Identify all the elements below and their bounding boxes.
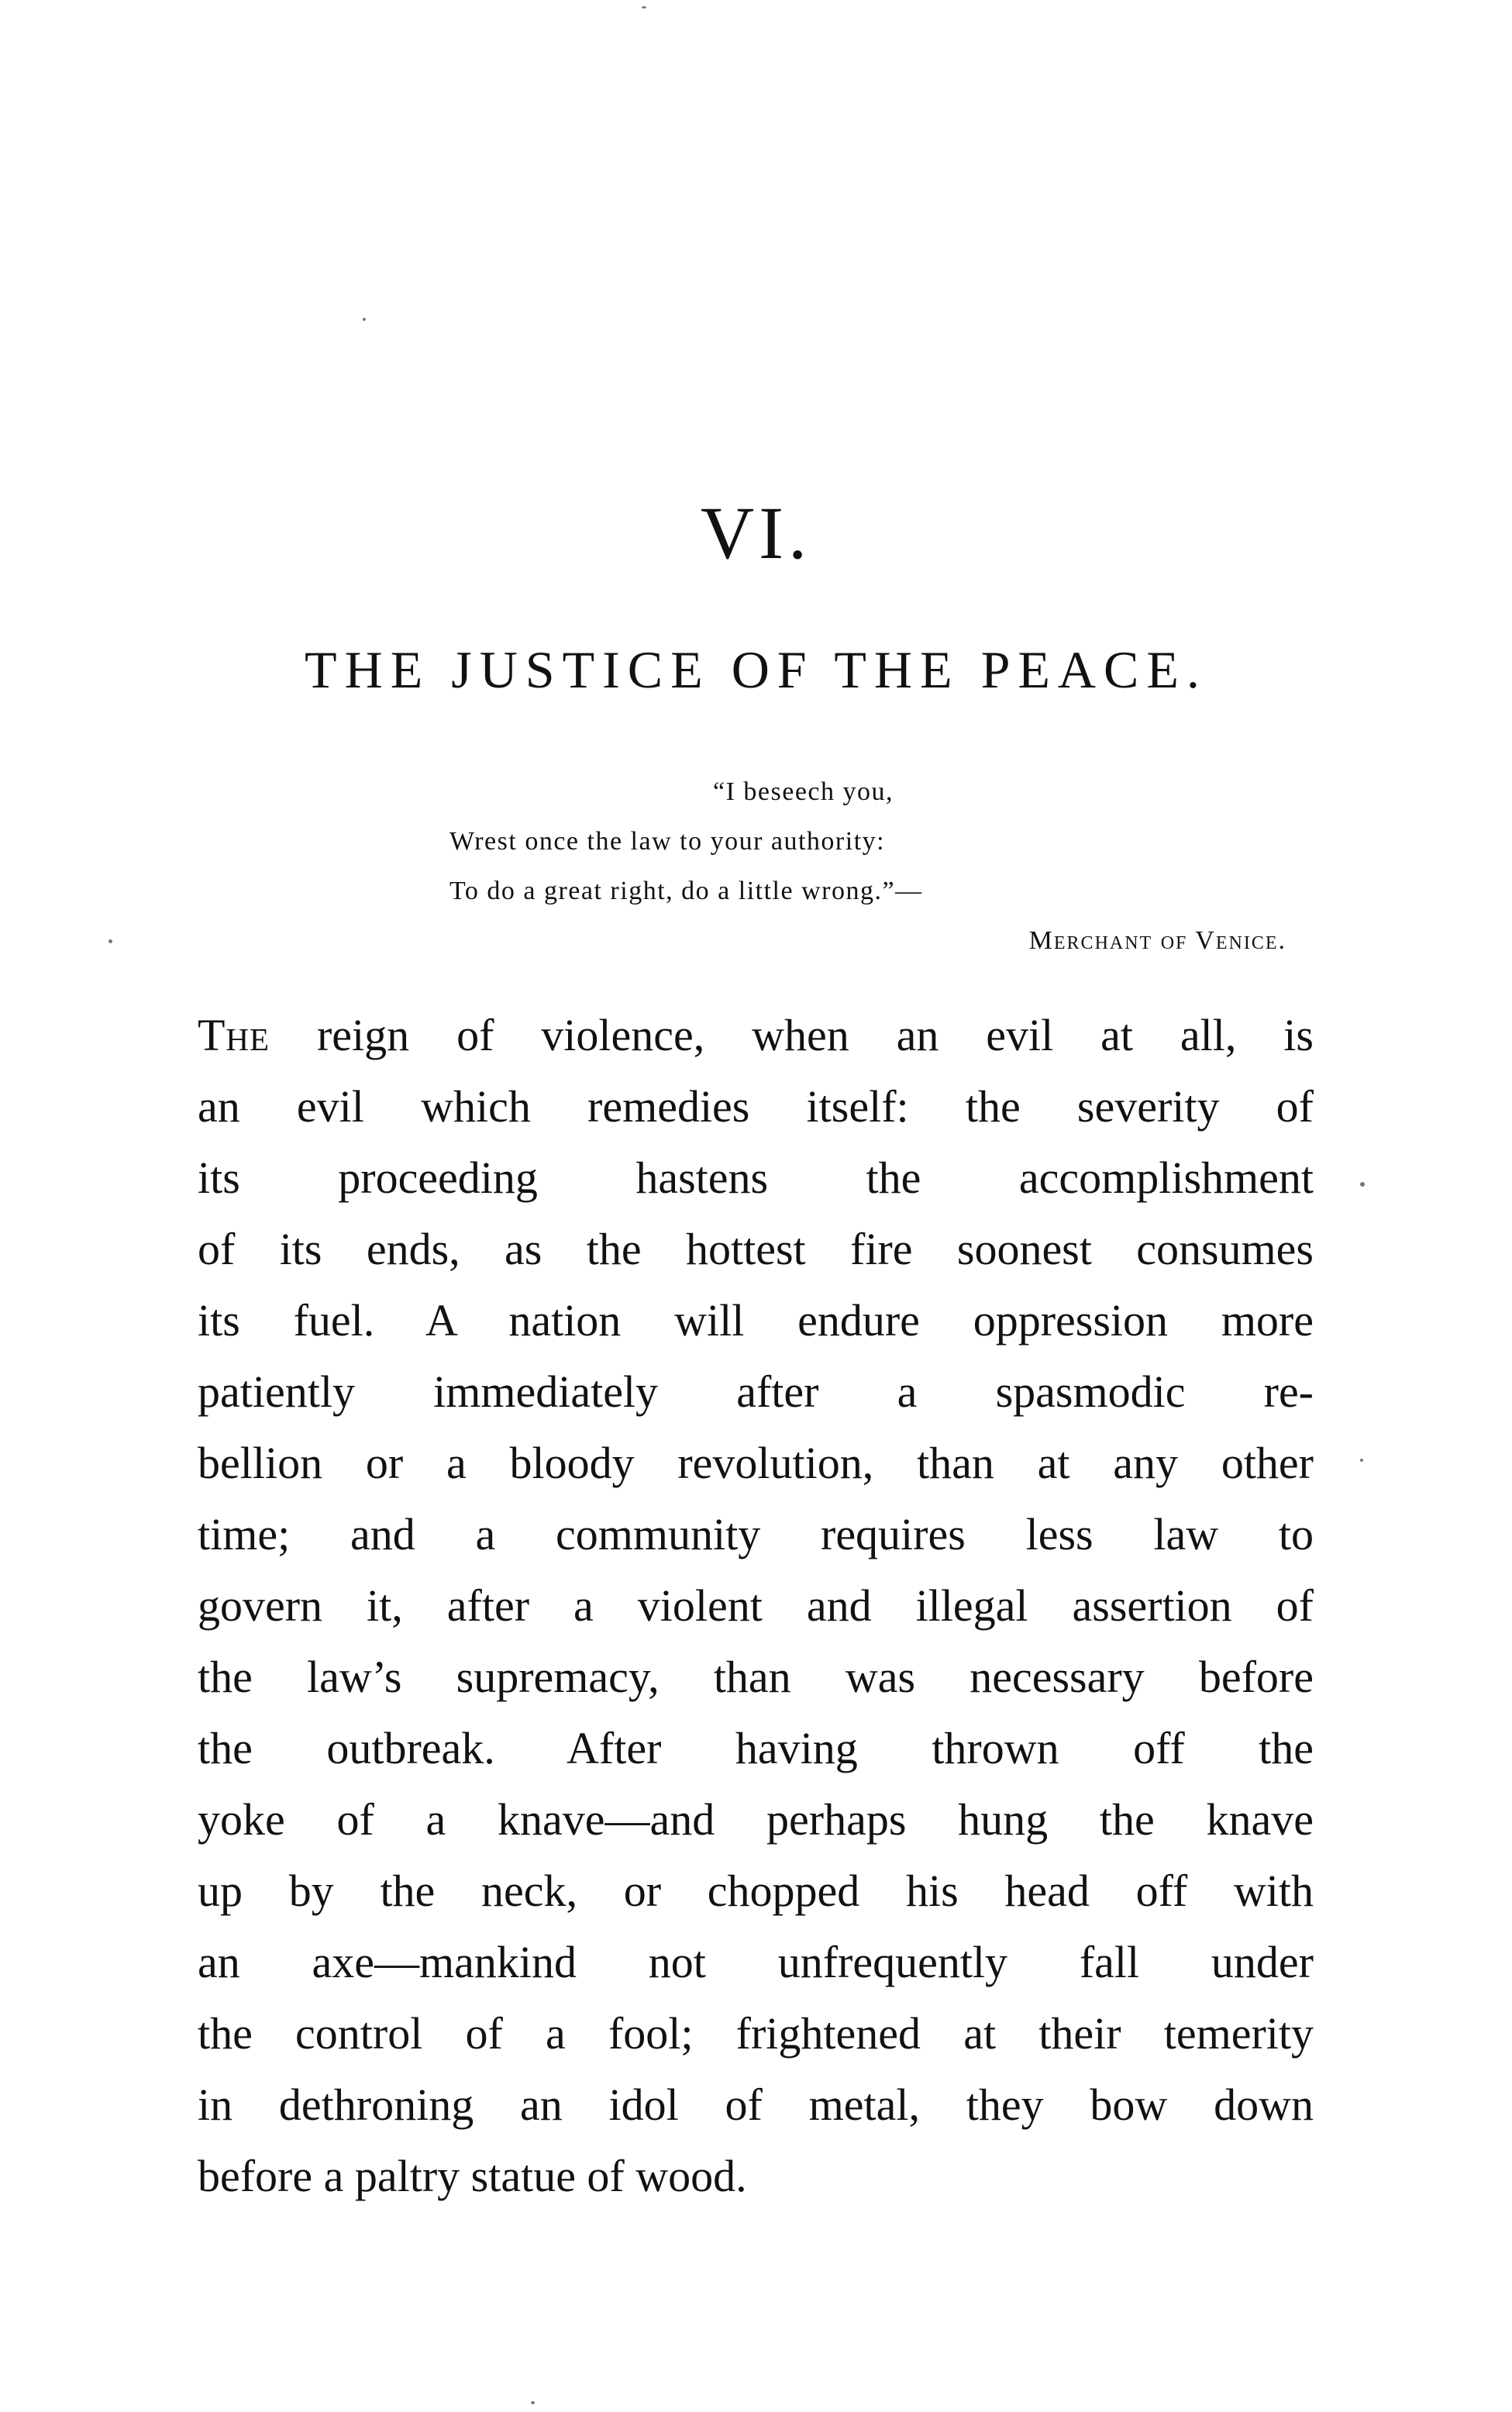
body-line: up by the neck, or chopped his head off with [198,1866,1314,1916]
body-line: bellion or a bloody revolution, than at any other [198,1438,1314,1488]
epigraph-line: To do a great right, do a little wrong.”— [449,877,923,905]
body-line: the outbreak. After having thrown off the [198,1723,1314,1773]
chapter-number: VI. [700,491,812,574]
body-line: time; and a community requires less law to [198,1509,1314,1559]
body-line: before a paltry statue of wood. [198,2151,747,2201]
body-line: govern it, after a violent and illegal assertion of [198,1580,1314,1631]
body-line: its proceeding hastens the accomplishment [198,1153,1314,1203]
body-line: the control of a fool; frightened at their temerity [198,2008,1314,2059]
epigraph [449,767,1286,966]
body-line: an evil which remedies itself: the severity of [198,1081,1314,1132]
body-line: its fuel. A nation will endure oppression more [198,1295,1314,1346]
epigraph-attribution: Merchant of Venice. [1028,926,1286,955]
body-line: the law’s supremacy, than was necessary before [198,1652,1314,1702]
chapter-title: THE JUSTICE OF THE PEACE. [305,640,1207,699]
lead-word: The [198,1010,270,1060]
epigraph-line: “I beseech you, [713,777,894,806]
body-line: of its ends, as the hottest fire soonest consumes [198,1224,1314,1274]
body-line: in dethroning an idol of metal, they bow down [198,2079,1314,2130]
body-line: an axe—mankind not unfrequently fall under [198,1937,1314,1987]
body-line [198,1000,1314,1071]
body-line: patiently immediately after a spasmodic re- [198,1366,1314,1417]
epigraph-line: Wrest once the law to your authority: [449,827,886,856]
body-line: yoke of a knave—and perhaps hung the knave [198,1794,1314,1845]
body-paragraph [198,1000,1314,2212]
first-line-text: reign of violence, when an evil at all, is [270,1010,1314,1060]
